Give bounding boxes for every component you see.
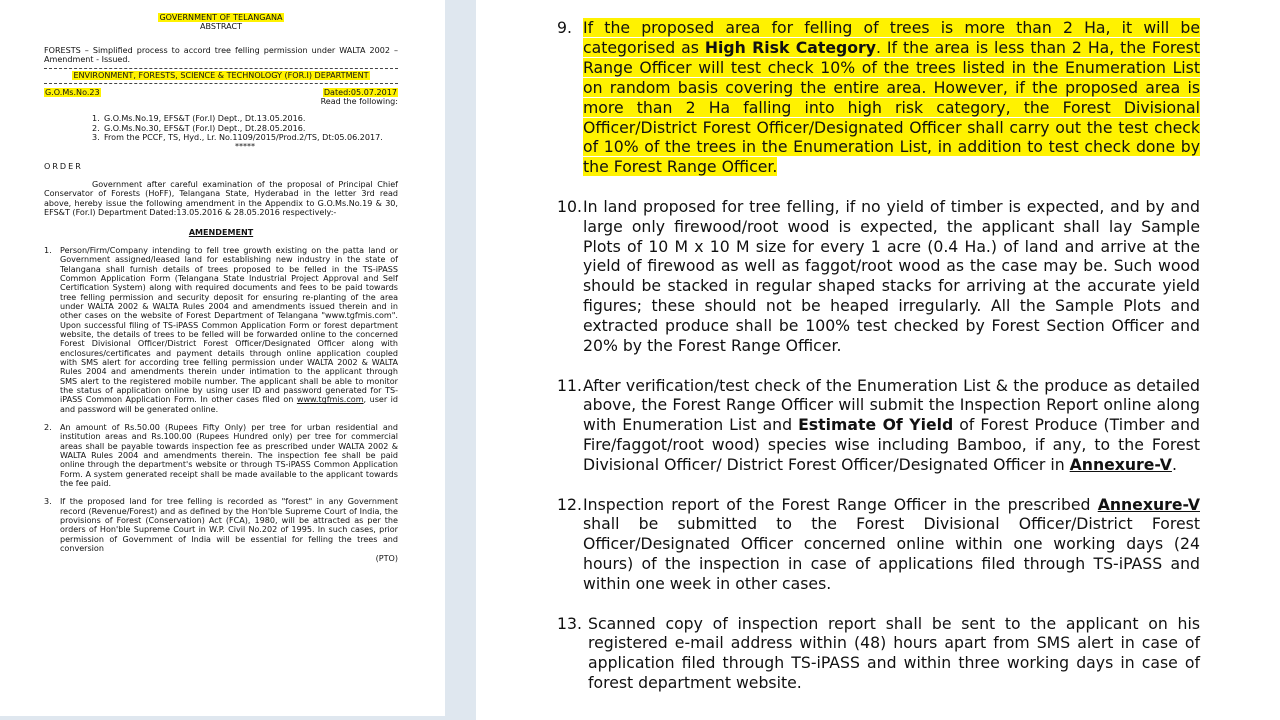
subject-line: FORESTS – Simplified process to accord tree felling permission under WALTA 2002 – Amendment - Issued.	[44, 45, 398, 65]
divider-top	[44, 68, 398, 69]
clause-text: Scanned copy of inspection report shall be sent to the applicant on his registered e-mail address within (48) hours apart from SMS alert in case of application filed through TS-iPASS and within three working days in case of forest department website.	[588, 613, 1200, 693]
item-tail: , user id and password will be generated online.	[60, 395, 399, 414]
reference-number: 2.	[92, 123, 100, 133]
clause-part: After verification/test check of the Enumeration List & the produce as detailed above, the Forest Range Officer will submit the Inspection Report online along with Enumeration List and	[583, 375, 1200, 435]
clause-number: 10.	[557, 196, 582, 216]
go-date-row	[44, 88, 398, 97]
clause-text	[583, 495, 1200, 595]
reference-item	[92, 124, 398, 133]
clause-12	[557, 495, 1200, 595]
reference-text: G.O.Ms.No.30, EFS&T (For.I) Dept., Dt.28.05.2016.	[104, 123, 306, 133]
clause-part: . If the area is less than 2 Ha, the Forest Range Officer will test check 10% of the trees listed in the Enumeration List on random basis covering the entire area. However, if the proposed area is more than 2 Ha falling into high risk category, the Forest Divisional Officer/District Forest Officer/Designated Officer shall carry out the test check of 10% of the trees in the Enumeration List, in addition to test check done by the Forest Range Officer.	[583, 37, 1200, 177]
references-list	[92, 114, 398, 142]
page-gap-bottom	[0, 716, 445, 720]
clause-text	[583, 376, 1200, 476]
highlighted-clause	[583, 18, 1200, 176]
clause-part: Inspection report of the Forest Range Officer in the prescribed	[583, 494, 1098, 514]
amendment-item-1	[44, 246, 398, 414]
reference-text: G.O.Ms.No.19, EFS&T (For.I) Dept., Dt.13.05.2016.	[104, 114, 306, 124]
clause-text	[583, 18, 1200, 177]
stars-separator: *****	[234, 142, 256, 152]
clause-part: of Forest Produce (Timber and Fire/faggot/root wood) species wise including Bamboo, if any, to the Forest Divisional Officer/ District Forest Officer/Designated Officer in	[583, 415, 1200, 475]
clause-text: In land proposed for tree felling, if no yield of timber is expected, and by and large only firewood/root wood is expected, the applicant shall lay Sample Plots of 10 M x 10 M size for every 1 acre (0.4 Ha.) of land and arrive at the yield of firewood as well as faggot/root wood as the case may be. Such wood should be stacked in regular shaped stacks for arriving at the accurate yield figures; these should not be heaped irregularly. All the Sample Plots and extracted produce shall be 100% test checked by Forest Section Officer and 20% by the Forest Range Officer.	[583, 196, 1200, 356]
amendment-item-2	[44, 423, 398, 488]
clause-number: 12.	[557, 494, 582, 514]
order-heading: ORDER	[44, 161, 83, 171]
estimate-of-yield: Estimate Of Yield	[798, 415, 954, 435]
item-number: 1.	[44, 245, 52, 255]
item-text: An amount of Rs.50.00 (Rupees Fifty Only) per tree for urban residential and institution areas and Rs.100.00 (Rupees Hundred only) per tree for commercial areas shall be payable towards inspection fee as prescribed under WALTA 2002 & WALTA Rules 2004 and amendments therein. The inspection fee shall be paid online through the department's website or through TS-iPASS Common Application Form. A system generated receipt shall be made available to the applicant towards the fee paid.	[60, 423, 398, 489]
clause-9	[557, 18, 1200, 177]
reference-text: From the PCCF, TS, Hyd., Lr. No.1109/2015/Prod.2/TS, Dt:05.06.2017.	[104, 133, 383, 143]
clause-10	[557, 197, 1200, 356]
annexure-v-reference: Annexure-V	[1069, 455, 1172, 475]
left-document-page	[0, 0, 445, 716]
item-number: 3.	[44, 497, 52, 507]
item-text: If the proposed land for tree felling is recorded as "forest" in any Government record (Revenue/Forest) and as defined by the Hon'ble Supreme Court of India, the provisions of Forest (Conservation) Act (FCA), 1980, will be attracted as per the orders of Hon'ble Supreme Court in W.P. Civil No.202 of 1995. In such cases, prior permission of Government of India will be essential for felling the trees and conversion	[60, 497, 398, 554]
clause-13	[557, 614, 1200, 694]
abstract-label: ABSTRACT	[199, 22, 243, 32]
gov-title-line	[44, 13, 398, 22]
amendment-item-3	[44, 497, 398, 553]
clause-11	[557, 376, 1200, 476]
clause-part: .	[1171, 455, 1177, 475]
tgfmis-link[interactable]: www.tgfmis.com	[296, 395, 364, 405]
right-document-page	[476, 0, 1280, 720]
clause-number: 13.	[557, 613, 582, 633]
reference-number: 3.	[92, 133, 100, 143]
reference-item	[92, 114, 398, 123]
clause-number: 11.	[557, 375, 582, 395]
go-number: G.O.Ms.No.23	[45, 87, 100, 97]
right-page-content	[557, 18, 1200, 713]
department-name: ENVIRONMENT, FORESTS, SCIENCE & TECHNOLOGY (FOR.I) DEPARTMENT	[73, 71, 369, 81]
reference-number: 1.	[92, 114, 100, 124]
item-text	[60, 246, 398, 414]
clause-number: 9.	[557, 18, 572, 37]
item-number: 2.	[44, 423, 52, 433]
clause-part: shall be submitted to the Forest Divisional Officer/District Forest Officer/Designated Officer concerned online within one working days (24 hours) of the inspection in case of applications filed through TS-iPASS and within one week in other cases.	[583, 514, 1200, 594]
order-text: Government after careful examination of the proposal of Principal Chief Conservator of Forests (HoFF), Telangana State, Hyderabad in the letter 3rd read above, hereby issue the following amendment in the Appendix to G.O.Ms.No.19 & 30, EFS&T (For.I) Department Dated:13.05.2016 & 28.05.2016 respectively:-	[44, 180, 398, 218]
department-line	[44, 71, 398, 80]
page-gap	[445, 0, 476, 720]
go-date: Dated:05.07.2017	[323, 87, 397, 97]
high-risk-category: High Risk Category	[704, 37, 876, 57]
clause-part: If the proposed area for felling of trees is more than 2 Ha, it will be categorised as	[583, 18, 1200, 57]
annexure-v-reference: Annexure-V	[1097, 494, 1200, 514]
divider-bottom	[44, 83, 398, 84]
left-page-content	[44, 13, 398, 563]
item-body: Person/Firm/Company intending to fell tree growth existing on the patta land or Government assigned/leased land for establishing new industry in the state of Telangana shall furnish details of trees proposed to be felled in the TS-iPASS Common Application Form (Telangana State Industrial Project Approval and Self Certification System) along with required documents and fees to be paid towards tree felling permission and security deposit for ensuring re-planting of the area under WALTA 2002 & WALTA Rules 2004 and amendments issued therein and in other cases on the website of Forest Department of Telangana "www.tgfmis.com". Upon successful filing of TS-iPASS Common Application Form or forest department website, the details of trees to be felled will be forwarded online to the concerned Forest Divisional Officer/District Forest Officer/Designated Officer along with enclosures/certificates and payment details through online application coupled with SMS alert for according tree felling permission under WALTA 2002 & WALTA Rules 2004 and amendments therein under intimation to the applicant through SMS alert to the registered mobile number. The applicant shall be able to monitor the status of application online by using user ID and password generated for TS-iPASS Common Application Form. In other cases filed on	[60, 245, 398, 405]
reference-item	[92, 133, 398, 142]
pto-label: (PTO)	[375, 553, 398, 563]
gov-title: GOVERNMENT OF TELANGANA	[159, 13, 283, 22]
amendment-heading: AMENDEMENT	[188, 227, 254, 237]
read-following: Read the following:	[320, 97, 398, 107]
